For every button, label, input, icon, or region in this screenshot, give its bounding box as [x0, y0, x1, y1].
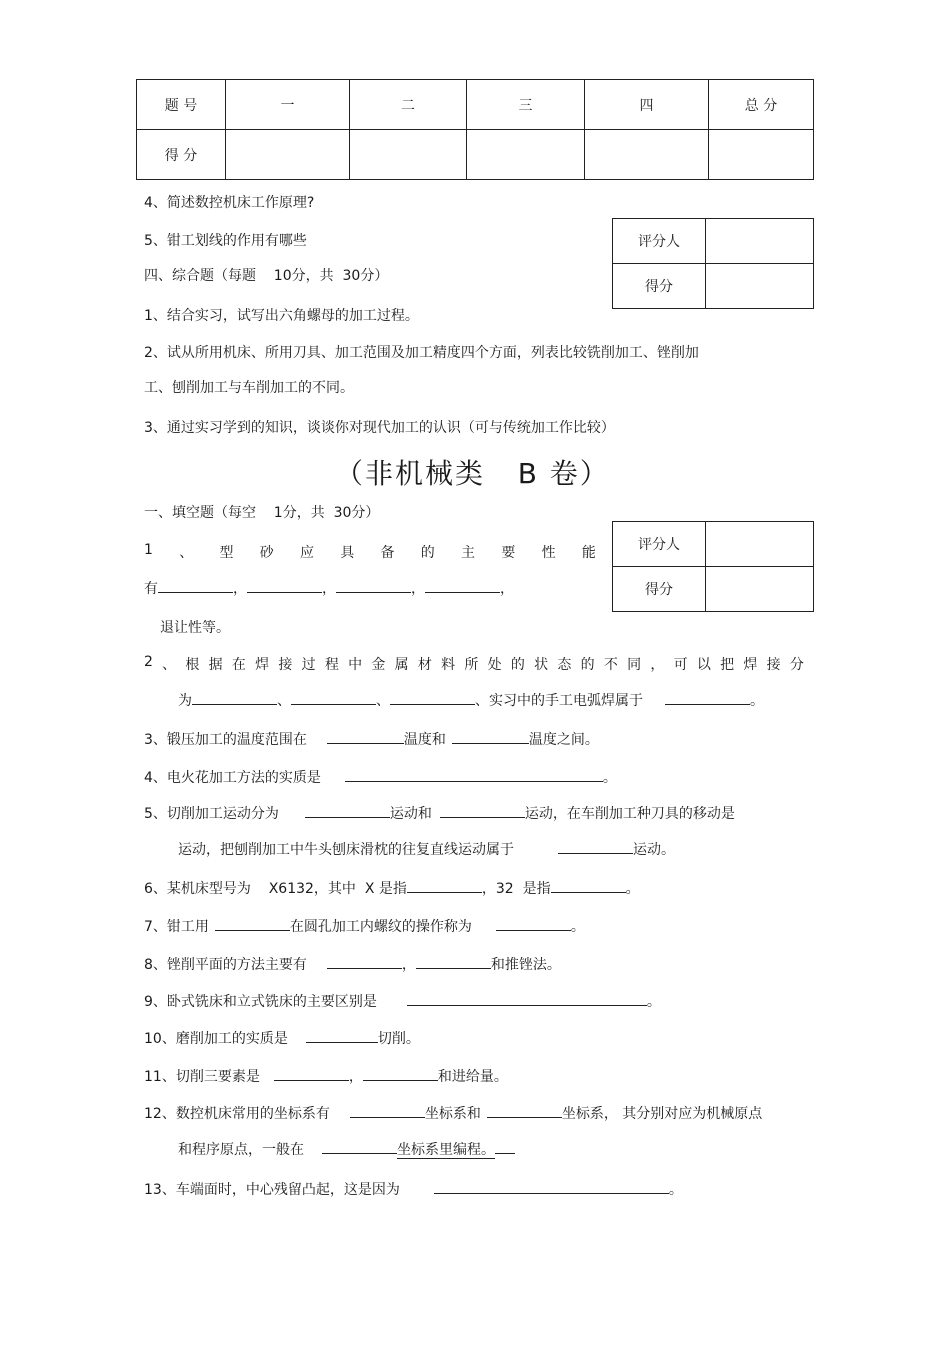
- question-4: 4、简述数控机床工作原理?: [144, 195, 315, 211]
- q-text: 和进给量。: [437, 1069, 508, 1085]
- q-text: ，: [401, 957, 416, 973]
- score-cell[interactable]: [709, 130, 814, 180]
- q-text: 运动，在车削加工种刀具的移动是: [524, 806, 735, 822]
- b-question-5: [144, 803, 735, 823]
- q-text: 运动，把刨削加工中牛头刨床滑枕的往复直线运动属于: [178, 842, 514, 858]
- q-char: 1: [144, 542, 153, 558]
- q-text: 12、数控机床常用的坐标系有: [144, 1106, 330, 1122]
- score-table-header-row: [137, 80, 814, 130]
- q-text: 和推锉法。: [490, 957, 561, 973]
- q-char: 材: [417, 657, 432, 673]
- score-table-header: 题 号: [137, 80, 226, 130]
- answer-blank[interactable]: [336, 578, 411, 593]
- q-text: 3、锻压加工的温度范围在: [144, 732, 307, 748]
- section-4-question-1: 1、结合实习，试写出六角螺母的加工过程。: [144, 308, 419, 324]
- b-question-10: [144, 1028, 420, 1048]
- answer-blank[interactable]: [407, 991, 647, 1006]
- answer-blank[interactable]: [327, 954, 402, 969]
- answer-blank[interactable]: [327, 729, 404, 744]
- exam-b-title: （非机械类 B 卷）: [335, 457, 610, 490]
- score-cell[interactable]: [350, 130, 467, 180]
- b-question-4: [144, 767, 617, 787]
- score-table-header: 三: [467, 80, 585, 130]
- answer-blank[interactable]: [363, 1066, 438, 1081]
- grader-score-label: 得分: [613, 264, 706, 309]
- q-text: ，: [348, 1069, 363, 1085]
- b-question-9: [144, 991, 661, 1011]
- q-text: 运动和: [389, 806, 432, 822]
- q-text: 10、磨削加工的实质是: [144, 1031, 288, 1047]
- b-question-1-end: 退让性等。: [160, 620, 230, 636]
- q-text: 切削。: [377, 1031, 420, 1047]
- q-char: 焊: [255, 657, 270, 673]
- q-text: 。: [625, 881, 640, 897]
- answer-blank[interactable]: [416, 954, 491, 969]
- answer-blank[interactable]: [434, 1179, 669, 1194]
- grader-cell[interactable]: [706, 522, 814, 567]
- q-char: 金: [371, 657, 386, 673]
- q-char: 处: [487, 657, 502, 673]
- b-question-1-blanks: [144, 578, 514, 598]
- answer-blank[interactable]: [665, 690, 750, 705]
- q-text: 4、电火花加工方法的实质是: [144, 770, 321, 786]
- q-text: 、: [376, 693, 390, 709]
- q-text: 6、某机床型号为 X6132，其中 X 是指: [144, 881, 407, 897]
- q-char: 不: [603, 657, 618, 673]
- q-text: 有: [144, 581, 158, 597]
- q-text: ，: [233, 581, 247, 597]
- answer-blank[interactable]: [306, 1028, 378, 1043]
- b-question-8: [144, 954, 561, 974]
- answer-blank[interactable]: [487, 1103, 562, 1118]
- b-question-11: [144, 1066, 508, 1086]
- grader-box: [612, 218, 814, 309]
- answer-blank[interactable]: [291, 690, 376, 705]
- q-char: 程: [324, 657, 339, 673]
- q-char: 砂: [259, 545, 274, 561]
- section-4-heading: 四、综合题（每题 10分，共 30分）: [144, 268, 389, 284]
- answer-blank-tail: [495, 1139, 515, 1154]
- q-text: 温度之间。: [528, 732, 599, 748]
- q-text: 。: [570, 919, 585, 935]
- q-text: 。: [668, 1182, 683, 1198]
- score-table: [136, 79, 814, 180]
- answer-blank[interactable]: [440, 803, 525, 818]
- section-1-heading: 一、填空题（每空 1分，共 30分）: [144, 505, 380, 521]
- b-question-5-cont: [178, 839, 675, 859]
- question-5: 5、钳工划线的作用有哪些: [144, 233, 307, 249]
- q-char: ，: [650, 657, 665, 673]
- q-text: 、: [277, 693, 291, 709]
- q-char: 料: [441, 657, 456, 673]
- q-char: 态: [557, 657, 572, 673]
- score-cell[interactable]: [226, 130, 350, 180]
- answer-blank[interactable]: [345, 767, 603, 782]
- score-cell[interactable]: [467, 130, 585, 180]
- answer-blank[interactable]: [192, 690, 277, 705]
- q-char: 的: [420, 545, 435, 561]
- q-char: 在: [231, 657, 246, 673]
- q-text: 温度和: [403, 732, 446, 748]
- answer-blank[interactable]: [425, 578, 500, 593]
- grader-label: 评分人: [613, 522, 706, 567]
- answer-blank[interactable]: [496, 916, 571, 931]
- q-char: 应: [299, 545, 314, 561]
- q-char: 所: [464, 657, 479, 673]
- q-char: 同: [627, 657, 642, 673]
- grader-cell[interactable]: [706, 219, 814, 264]
- answer-blank[interactable]: [215, 916, 290, 931]
- q-char: 具: [340, 545, 355, 561]
- b-question-12: [144, 1103, 762, 1123]
- score-table-score-row: [137, 130, 814, 180]
- q-text: 坐标系里编程。: [397, 1142, 495, 1158]
- q-text: ，: [500, 581, 514, 597]
- q-char: 的: [510, 657, 525, 673]
- q-text: 7、钳工用: [144, 919, 209, 935]
- answer-blank[interactable]: [390, 690, 475, 705]
- q-text: 13、车端面时，中心残留凸起，这是因为: [144, 1182, 400, 1198]
- q-text: 。: [646, 994, 661, 1010]
- q-char: 把: [720, 657, 735, 673]
- answer-blank[interactable]: [247, 578, 322, 593]
- q-char: 能: [581, 545, 596, 561]
- q-char: 要: [501, 545, 516, 561]
- q-char: 根: [185, 657, 200, 673]
- q-char: 以: [696, 657, 711, 673]
- q-char: 主: [461, 545, 476, 561]
- score-cell[interactable]: [585, 130, 709, 180]
- q-char: 据: [208, 657, 223, 673]
- q-text: 为: [178, 693, 192, 709]
- b-question-1: [144, 542, 596, 562]
- q-char: 性: [541, 545, 556, 561]
- q-text: 8、锉削平面的方法主要有: [144, 957, 307, 973]
- grader-score-cell[interactable]: [706, 567, 814, 612]
- b-question-3: [144, 729, 599, 749]
- b-question-2: [144, 654, 804, 674]
- q-text: ，: [411, 581, 425, 597]
- q-text: 5、切削加工运动分为: [144, 806, 279, 822]
- b-question-6: [144, 878, 640, 898]
- q-text: 坐标系和: [424, 1106, 481, 1122]
- q-char: 、: [162, 657, 177, 673]
- q-text: 。: [602, 770, 617, 786]
- q-char: 属: [394, 657, 409, 673]
- grader-score-cell[interactable]: [706, 264, 814, 309]
- score-table-row-label: 得 分: [137, 130, 226, 180]
- answer-blank[interactable]: [158, 578, 233, 593]
- answer-blank[interactable]: [452, 729, 529, 744]
- q-char: 型: [219, 545, 234, 561]
- q-text: 运动。: [633, 842, 675, 858]
- q-char: 过: [301, 657, 316, 673]
- q-char: 接: [278, 657, 293, 673]
- q-char: 状: [534, 657, 549, 673]
- q-text: 、实习中的手工电弧焊属于: [475, 693, 643, 709]
- section-4-question-2-cont: 工、刨削加工与车削加工的不同。: [144, 380, 354, 396]
- score-table-header: 一: [226, 80, 350, 130]
- section-4-question-2: 2、试从所用机床、所用刀具、加工范围及加工精度四个方面，列表比较铣削加工、锉削加: [144, 345, 699, 361]
- b-question-13: [144, 1179, 683, 1199]
- answer-blank[interactable]: [305, 803, 390, 818]
- q-text: 。: [750, 693, 764, 709]
- answer-blank[interactable]: [551, 878, 626, 893]
- q-text: 坐标系， 其分别对应为机械原点: [561, 1106, 763, 1122]
- q-text: 9、卧式铣床和立式铣床的主要区别是: [144, 994, 377, 1010]
- answer-blank[interactable]: [407, 878, 482, 893]
- grader-score-label: 得分: [613, 567, 706, 612]
- q-text: ，: [322, 581, 336, 597]
- grader-label: 评分人: [613, 219, 706, 264]
- q-char: 焊: [743, 657, 758, 673]
- b-question-2-blanks: [178, 690, 764, 710]
- q-char: 中: [348, 657, 363, 673]
- q-char: 可: [673, 657, 688, 673]
- q-char: 备: [380, 545, 395, 561]
- grader-box: [612, 521, 814, 612]
- q-text: 和程序原点，一般在: [178, 1142, 304, 1158]
- answer-blank[interactable]: [274, 1066, 349, 1081]
- q-text: 在圆孔加工内螺纹的操作称为: [289, 919, 472, 935]
- answer-blank[interactable]: [558, 839, 633, 854]
- q-text: 11、切削三要素是: [144, 1069, 260, 1085]
- q-char: 2: [144, 654, 153, 670]
- q-text: ，32 是指: [481, 881, 551, 897]
- section-4-question-3: 3、通过实习学到的知识，谈谈你对现代加工的认识（可与传统加工作比较）: [144, 420, 615, 436]
- b-question-12-cont: [178, 1139, 515, 1159]
- score-table-header: 总 分: [709, 80, 814, 130]
- score-table-header: 二: [350, 80, 467, 130]
- q-char: 分: [789, 657, 804, 673]
- q-char: 、: [179, 545, 194, 561]
- score-table-header: 四: [585, 80, 709, 130]
- q-char: 的: [580, 657, 595, 673]
- b-question-7: [144, 916, 585, 936]
- q-char: 接: [766, 657, 781, 673]
- answer-blank[interactable]: [350, 1103, 425, 1118]
- answer-blank[interactable]: [322, 1139, 397, 1154]
